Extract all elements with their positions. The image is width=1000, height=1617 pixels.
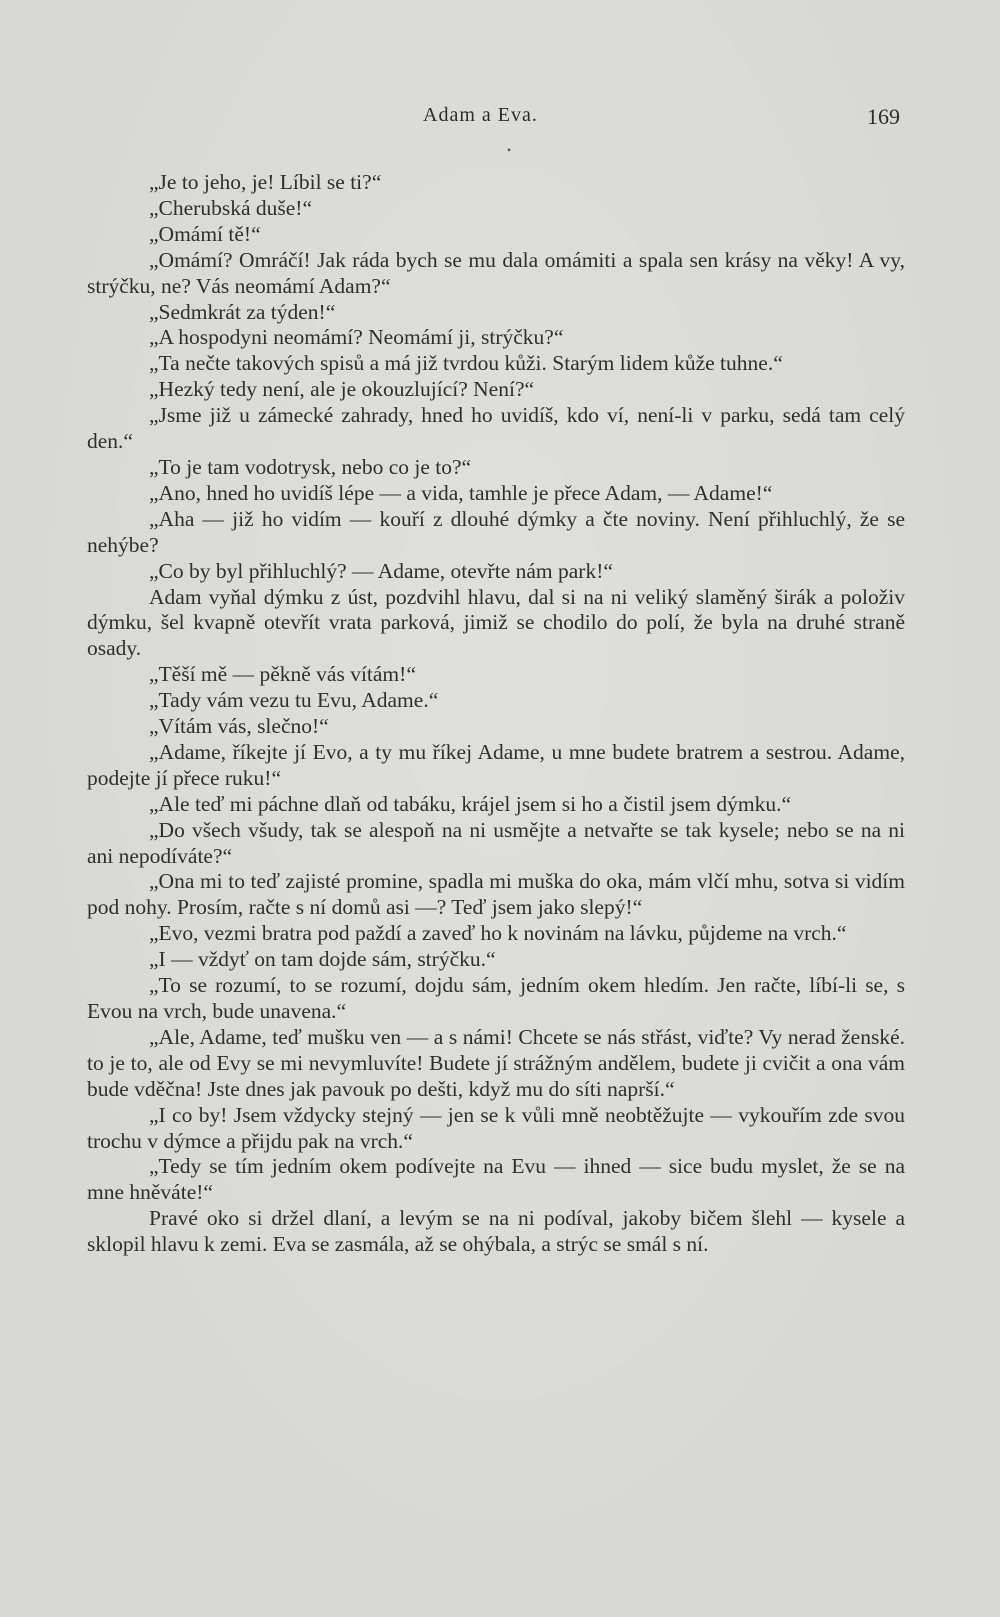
page-number: 169 [867,104,900,129]
paragraph: „Do všech všudy, tak se alespoň na ni usmějte a netvařte se tak kysele; nebo se na ni ani nepodíváte?“ [87,817,905,868]
paragraph: „Ale teď mi páchne dlaň od tabáku, krájel jsem si ho a čistil jsem dýmku.“ [149,791,792,816]
paragraph: „Těší mě — pěkně vás vítám!“ [149,662,416,687]
paragraph: „Ta nečte takových spisů a má již tvrdou kůži. Starým lidem kůže tuhne.“ [149,351,783,376]
paragraph: „I co by! Jsem vždycky stejný — jen se k vůli mně neobtěžujte — vykouřím zde svou trochu v dýmce a přijdu pak na vrch.“ [87,1102,905,1153]
paragraph: „Omámí? Omráčí! Jak ráda bych se mu dala omámiti a spala sen krásy na věky! A vy, strýčku, ne? Vás neomámí Adam?“ [87,247,905,298]
paragraph: „Hezký tedy není, ale je okouzlující? Není?“ [149,377,535,402]
page-header [0,104,1000,136]
paragraph: „Adame, říkejte jí Evo, a ty mu říkej Adame, u mne budete bratrem a sestrou. Adame, podejte jí přece ruku!“ [87,739,905,790]
paragraph: Pravé oko si držel dlaní, a levým se na ni podíval, jakoby bičem šlehl — kysele a sklopil hlavu k zemi. Eva se zasmála, až se ohýbala, a strýc se smál s ní. [87,1206,905,1257]
paragraph: „Tady vám vezu tu Evu, Adame.“ [149,688,439,713]
paragraph: „A hospodyni neomámí? Neomámí ji, strýčku?“ [149,325,564,350]
paragraph: „Evo, vezmi bratra pod paždí a zaveď ho k novinám na lávku, půjdeme na vrch.“ [149,921,847,946]
running-title: Adam a Eva. [423,104,538,126]
paragraph: Adam vyňal dýmku z úst, pozdvihl hlavu, dal si na ni veliký slaměný širák a položiv dýmku, šel kvapně otevřít vrata parková, jimiž se chodilo do polí, že byla na druhé straně osady. [87,584,905,661]
paragraph: „Co by byl přihluchlý? — Adame, otevřte nám park!“ [149,558,613,583]
paragraph: „To se rozumí, to se rozumí, dojdu sám, jedním okem hledím. Jen račte, líbí-li se, s Evou na vrch, bude unavena.“ [87,973,905,1023]
paragraph: „Je to jeho, je! Líbil se ti?“ [149,170,382,194]
paragraph: „Cherubská duše!“ [149,195,312,220]
paragraph: „Aha — již ho vidím — kouří z dlouhé dýmky a čte noviny. Není přihluchlý, že se nehýbe? [87,506,905,557]
paragraph: „Sedmkrát za týden!“ [149,299,336,324]
paragraph: „Ano, hned ho uvidíš lépe — a vida, tamhle je přece Adam, — Adame!“ [149,480,773,505]
paragraph: „Tedy se tím jedním okem podívejte na Evu — ihned — sice budu myslet, že se na mne hněváte!“ [87,1154,905,1205]
body-text [87,170,905,1258]
paragraph: „Vítám vás, slečno!“ [149,714,329,739]
paragraph: „Omámí tě!“ [149,221,261,246]
paragraph: „Jsme již u zámecké zahrady, hned ho uvidíš, kdo ví, není-li v parku, sedá tam celý den.“ [87,403,905,454]
paragraph: „Ale, Adame, teď mušku ven — a s námi! Chcete se nás střást, viďte? Vy nerad ženské. to je to, ale od Evy se mi nevymluvíte! Budete jí strážným andělem, budete ji cvičit a ona vám bude vděčna! Jste dnes jak pavouk po dešti, když mu do síti naprší.“ [87,1024,905,1101]
paragraph: „I — vždyť on tam dojde sám, strýčku.“ [149,947,496,972]
ornament-dot-icon: • [507,143,512,157]
paragraph: „Ona mi to teď zajisté promine, spadla mi muška do oka, mám vlčí mhu, sotva si vidím pod nohy. Prosím, račte s ní domů asi —? Teď jsem jako slepý!“ [87,869,905,920]
paragraph: „To je tam vodotrysk, nebo co je to?“ [149,454,472,479]
